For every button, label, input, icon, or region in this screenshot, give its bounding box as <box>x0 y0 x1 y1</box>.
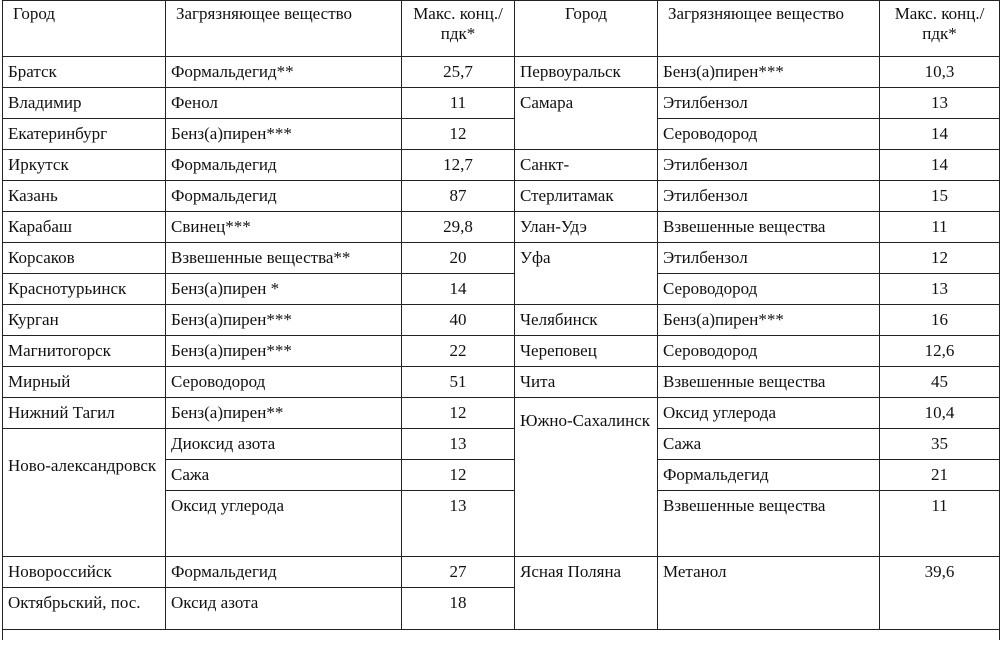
substance-cell: Диоксид азота <box>166 429 402 460</box>
substance-cell: Сероводород <box>658 119 880 150</box>
substance-cell: Формальдегид <box>166 150 402 181</box>
substance-cell: Свинец*** <box>166 212 402 243</box>
substance-cell: Бенз(а)пирен** <box>166 398 402 429</box>
city-cell: Чита <box>515 367 658 398</box>
table-row <box>3 88 1000 119</box>
table-row <box>3 557 1000 588</box>
substance-cell: Взвешенные вещества <box>658 491 880 557</box>
value-cell: 12,7 <box>402 150 515 181</box>
value-cell: 20 <box>402 243 515 274</box>
table-row <box>3 212 1000 243</box>
table-row <box>3 119 1000 150</box>
substance-cell: Взвешенные вещества <box>658 367 880 398</box>
value-cell: 45 <box>880 367 1000 398</box>
value-cell: 15 <box>880 181 1000 212</box>
table-footer-row <box>3 630 1000 640</box>
substance-cell: Формальдегид** <box>166 57 402 88</box>
value-cell: 29,8 <box>402 212 515 243</box>
city-cell: Самара <box>515 88 658 150</box>
city-cell: Курган <box>3 305 166 336</box>
table-row <box>3 429 1000 460</box>
header-city-right: Город <box>515 1 658 57</box>
value-cell: 87 <box>402 181 515 212</box>
table-row <box>3 367 1000 398</box>
city-cell: Карабаш <box>3 212 166 243</box>
substance-cell: Метанол <box>658 557 880 630</box>
value-cell: 25,7 <box>402 57 515 88</box>
header-substance-right: Загрязняющее вещество <box>658 1 880 57</box>
value-cell: 12,6 <box>880 336 1000 367</box>
city-cell: Челябинск <box>515 305 658 336</box>
pollution-table <box>2 0 1000 640</box>
table-row <box>3 398 1000 429</box>
table-row <box>3 274 1000 305</box>
city-cell: Уфа <box>515 243 658 305</box>
value-cell: 13 <box>402 429 515 460</box>
table-row <box>3 336 1000 367</box>
substance-cell: Бенз(а)пирен*** <box>658 57 880 88</box>
substance-cell: Взвешенные вещества** <box>166 243 402 274</box>
value-cell: 11 <box>880 212 1000 243</box>
value-cell: 14 <box>402 274 515 305</box>
value-cell: 13 <box>880 274 1000 305</box>
header-row <box>3 1 1000 57</box>
value-cell: 12 <box>402 119 515 150</box>
substance-cell: Формальдегид <box>166 181 402 212</box>
value-cell: 11 <box>880 491 1000 557</box>
value-cell: 18 <box>402 588 515 630</box>
substance-cell: Сажа <box>166 460 402 491</box>
substance-cell: Бенз(а)пирен * <box>166 274 402 305</box>
city-cell: Владимир <box>3 88 166 119</box>
substance-cell: Оксид углерода <box>658 398 880 429</box>
substance-cell: Бенз(а)пирен*** <box>166 336 402 367</box>
table-row <box>3 305 1000 336</box>
table-row <box>3 243 1000 274</box>
table-row <box>3 57 1000 88</box>
city-cell: Новороссийск <box>3 557 166 588</box>
city-cell: Екатеринбург <box>3 119 166 150</box>
value-cell: 14 <box>880 119 1000 150</box>
city-cell: Нижний Тагил <box>3 398 166 429</box>
substance-cell: Сероводород <box>658 274 880 305</box>
substance-cell: Взвешенные вещества <box>658 212 880 243</box>
table-row <box>3 181 1000 212</box>
substance-cell: Оксид углерода <box>166 491 402 557</box>
value-cell: 13 <box>880 88 1000 119</box>
header-value-right: Макс. конц./ пдк* <box>880 1 1000 57</box>
value-cell: 39,6 <box>880 557 1000 630</box>
substance-cell: Бенз(а)пирен*** <box>166 119 402 150</box>
city-cell: Южно-Сахалинск <box>515 398 658 557</box>
value-cell: 10,3 <box>880 57 1000 88</box>
substance-cell: Сажа <box>658 429 880 460</box>
substance-cell: Формальдегид <box>658 460 880 491</box>
value-cell: 51 <box>402 367 515 398</box>
value-cell: 21 <box>880 460 1000 491</box>
city-cell: Октябрьский, пос. <box>3 588 166 630</box>
city-cell: Улан-Удэ <box>515 212 658 243</box>
value-cell: 12 <box>402 460 515 491</box>
substance-cell: Этилбензол <box>658 88 880 119</box>
city-cell: Иркутск <box>3 150 166 181</box>
substance-cell: Оксид азота <box>166 588 402 630</box>
value-cell: 12 <box>402 398 515 429</box>
substance-cell: Фенол <box>166 88 402 119</box>
value-cell: 10,4 <box>880 398 1000 429</box>
substance-cell: Бенз(а)пирен*** <box>166 305 402 336</box>
value-cell: 13 <box>402 491 515 557</box>
city-cell: Первоуральск <box>515 57 658 88</box>
city-cell: Казань <box>3 181 166 212</box>
substance-cell: Сероводород <box>658 336 880 367</box>
substance-cell: Формальдегид <box>166 557 402 588</box>
city-cell: Стерлитамак <box>515 181 658 212</box>
substance-cell: Сероводород <box>166 367 402 398</box>
footer-cell <box>3 630 1000 640</box>
city-cell: Санкт- <box>515 150 658 181</box>
table-row <box>3 150 1000 181</box>
value-cell: 27 <box>402 557 515 588</box>
city-cell: Корсаков <box>3 243 166 274</box>
city-cell: Братск <box>3 57 166 88</box>
header-city-left: Город <box>3 1 166 57</box>
value-cell: 35 <box>880 429 1000 460</box>
substance-cell: Этилбензол <box>658 181 880 212</box>
value-cell: 14 <box>880 150 1000 181</box>
substance-cell: Бенз(а)пирен*** <box>658 305 880 336</box>
city-cell: Ново-александровск <box>3 429 166 557</box>
value-cell: 16 <box>880 305 1000 336</box>
substance-cell: Этилбензол <box>658 243 880 274</box>
header-value-left: Макс. конц./ пдк* <box>402 1 515 57</box>
city-cell: Краснотурьинск <box>3 274 166 305</box>
city-cell: Череповец <box>515 336 658 367</box>
value-cell: 22 <box>402 336 515 367</box>
city-cell: Магнитогорск <box>3 336 166 367</box>
substance-cell: Этилбензол <box>658 150 880 181</box>
value-cell: 40 <box>402 305 515 336</box>
header-substance-left: Загрязняющее вещество <box>166 1 402 57</box>
city-cell: Ясная Поляна <box>515 557 658 630</box>
value-cell: 12 <box>880 243 1000 274</box>
city-cell: Мирный <box>3 367 166 398</box>
value-cell: 11 <box>402 88 515 119</box>
